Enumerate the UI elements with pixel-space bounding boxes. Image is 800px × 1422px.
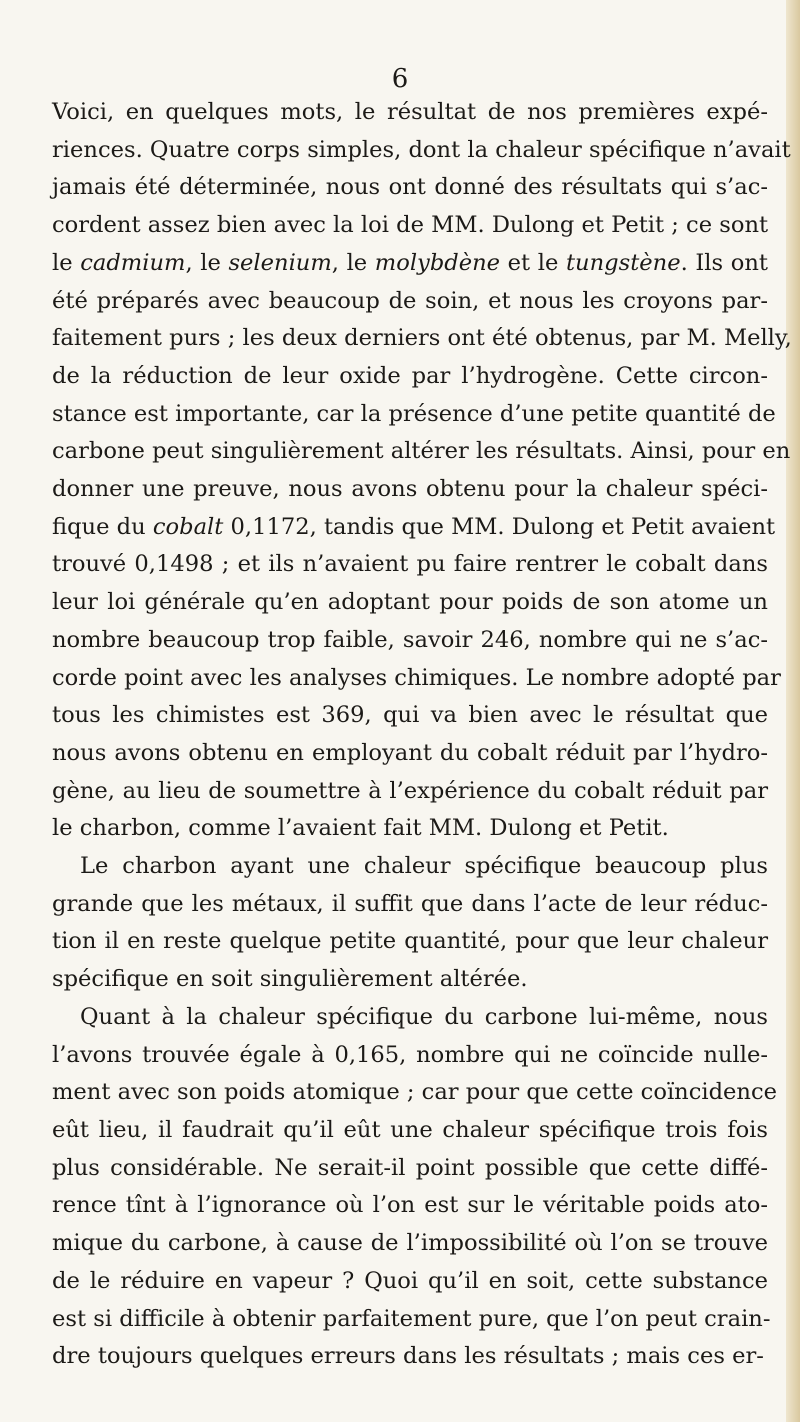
text-line (52, 886, 768, 924)
page-number: 6 (391, 64, 409, 94)
italic-term: selenium (228, 249, 332, 276)
text-segment: nombre beaucoup trop faible, savoir 246, nombre qui ne s’ac- (52, 626, 768, 653)
text-segment: tous les chimistes est 369, qui va bien avec le résultat que (52, 702, 768, 729)
text-line (52, 1150, 768, 1188)
text-line (52, 773, 768, 811)
text-line (52, 320, 792, 358)
text-line (52, 433, 791, 471)
text-segment: Quant à la chaleur spécifique du carbone lui-même, nous (80, 1003, 768, 1030)
text-segment: de la réduction de leur oxide par l’hydrogène. Cette circon- (52, 362, 768, 389)
text-segment: gène, au lieu de soumettre à l’expérience du cobalt réduit par (52, 777, 768, 804)
text-segment: fique du (52, 513, 153, 540)
text-segment: carbone peut singulièrement altérer les résultats. Ainsi, pour en (52, 438, 791, 465)
text-segment: 0,1172, tandis que MM. Dulong et Petit avaient (223, 513, 776, 540)
text-line (52, 622, 768, 660)
text-segment: ment avec son poids atomique ; car pour que cette coïncidence (52, 1079, 778, 1106)
italic-term: cobalt (152, 513, 224, 540)
italic-term: cadmium (80, 249, 186, 276)
italic-term: tungstène (565, 249, 681, 276)
text-line (52, 1338, 768, 1376)
text-line (52, 1187, 768, 1225)
text-segment: l’avons trouvée égale à 0,165, nombre qui ne coïncide nulle- (52, 1041, 768, 1068)
page-edge (786, 0, 800, 1422)
text-line (52, 961, 768, 999)
text-line (52, 1074, 778, 1112)
text-segment: eût lieu, il faudrait qu’il eût une chaleur spécifique trois fois (52, 1116, 768, 1143)
text-segment: nous avons obtenu en employant du cobalt réduit par l’hydro- (52, 739, 768, 766)
text-segment: cordent assez bien avec la loi de MM. Dulong et Petit ; ce sont (52, 212, 769, 239)
text-line (52, 1037, 768, 1075)
text-segment: Voici, en quelques mots, le résultat de nos premières expé- (52, 99, 768, 125)
text-line (52, 584, 768, 622)
text-segment: faitement purs ; les deux derniers ont été obtenus, par M. Melly, (52, 325, 792, 352)
text-segment: riences. Quatre corps simples, dont la chaleur spécifique n’avait (52, 136, 791, 163)
italic-term: molybdène (374, 249, 501, 276)
text-segment: corde point avec les analyses chimiques. Le nombre adopté par (52, 664, 781, 691)
text-segment: et le (500, 249, 566, 276)
text-segment: dre toujours quelques erreurs dans les résultats ; mais ces er- (52, 1343, 764, 1370)
text-line (52, 1225, 768, 1263)
text-segment: rence tînt à l’ignorance où l’on est sur le véritable poids ato- (52, 1192, 768, 1219)
text-segment: spécifique en soit singulièrement altérée. (52, 966, 528, 993)
text-line (52, 207, 768, 245)
text-segment: été préparés avec beaucoup de soin, et nous les croyons par- (52, 287, 768, 314)
text-segment: , le (331, 249, 375, 276)
text-line (52, 94, 768, 132)
text-segment: tion il en reste quelque petite quantité, pour que leur chaleur (52, 928, 768, 955)
text-segment: donner une preuve, nous avons obtenu pour la chaleur spéci- (52, 476, 768, 503)
text-line (52, 1112, 768, 1150)
text-segment: leur loi générale qu’en adoptant pour poids de son atome un (52, 589, 768, 616)
text-line (52, 132, 791, 170)
text-line (52, 848, 768, 886)
text-segment: . Ils ont (680, 249, 768, 276)
text-segment: trouvé 0,1498 ; et ils n’avaient pu faire rentrer le cobalt dans (52, 551, 768, 578)
text-line (52, 245, 768, 283)
text-line (52, 1263, 768, 1301)
text-segment: Le charbon ayant une chaleur spécifique beaucoup plus (80, 853, 768, 880)
text-segment: de le réduire en vapeur ? Quoi qu’il en soit, cette substance (52, 1267, 768, 1294)
text-line (52, 471, 768, 509)
text-line (52, 1301, 771, 1339)
text-line (52, 697, 768, 735)
text-segment: jamais été déterminée, nous ont donné des résultats qui s’ac- (52, 174, 768, 201)
text-segment: le charbon, comme l’avaient fait MM. Dulong et Petit. (52, 815, 669, 842)
text-line (52, 283, 768, 321)
text-line (52, 358, 768, 396)
body-text (52, 94, 792, 1376)
text-segment: , le (185, 249, 229, 276)
text-line (52, 735, 768, 773)
text-line (52, 660, 781, 698)
text-segment: grande que les métaux, il suffit que dans l’acte de leur réduc- (52, 890, 768, 917)
text-line (52, 169, 768, 207)
text-line (52, 396, 776, 434)
text-segment: le (52, 249, 81, 276)
text-line (52, 999, 768, 1037)
text-segment: plus considérable. Ne serait-il point possible que cette diffé- (52, 1154, 768, 1181)
text-line (52, 923, 768, 961)
text-line (52, 509, 776, 547)
text-line (52, 810, 768, 848)
text-segment: stance est importante, car la présence d’une petite quantité de (52, 400, 776, 427)
text-segment: est si difficile à obtenir parfaitement pure, que l’on peut crain- (52, 1305, 771, 1332)
text-segment: mique du carbone, à cause de l’impossibilité où l’on se trouve (52, 1230, 768, 1257)
text-line (52, 546, 768, 584)
